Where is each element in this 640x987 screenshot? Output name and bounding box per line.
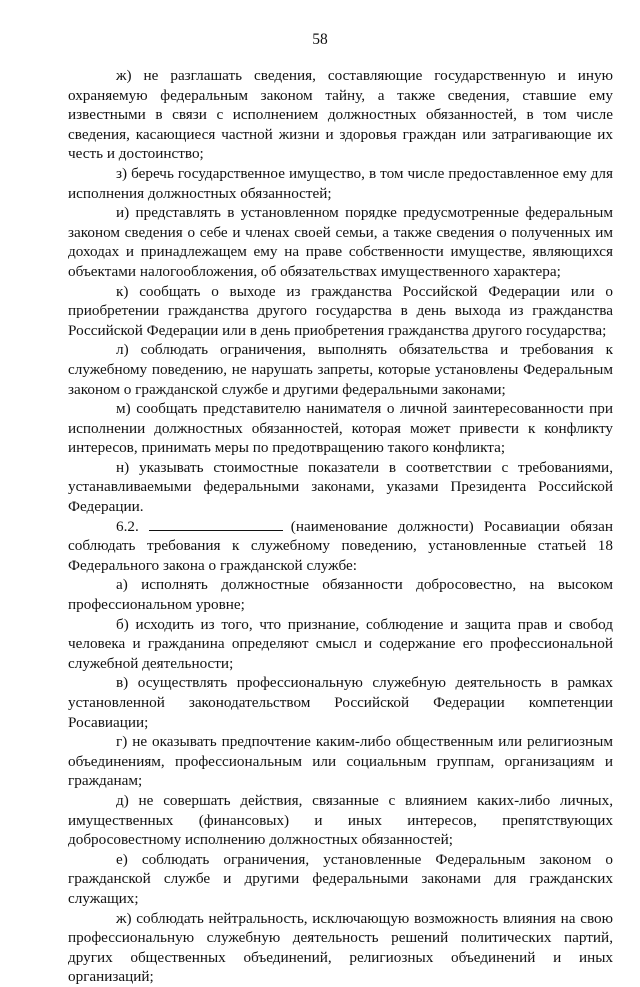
section-number: 6.2. bbox=[116, 517, 139, 535]
paragraph-a: а) исполнять должностные обязанности добросовестно, на высоком профессиональном уровне; bbox=[68, 576, 613, 614]
paragraph-m: м) сообщать представителю нанимателя о личной заинтересованности при исполнении должностных обязанностей, которая может привести к конфликту интересов, принимать меры по предотвращению такого конфликта; bbox=[68, 400, 613, 457]
paragraph-zh-2: ж) соблюдать нейтральность, исключающую возможность влияния на свою профессиональную служебную деятельность решений политических партий, других общественных объединений, религиозных объединений и иных организаций; bbox=[68, 909, 613, 986]
section-6-2 bbox=[68, 517, 613, 576]
paragraph-d: д) не совершать действия, связанные с влиянием каких-либо личных, имущественных (финансовых) и иных интересов, препятствующих добросовестному исполнению должностных обязанностей; bbox=[68, 791, 613, 849]
paragraph-k: к) сообщать о выходе из гражданства Российской Федерации или о приобретении гражданства другого государства в день выхода из гражданства Российской Федерации или в день приобретения гражданства другого государства; bbox=[68, 282, 613, 339]
section-text: (наименование должности) Росавиации обязан соблюдать требования к служебному поведению, установленные статьей 18 Федерального закона о гражданской службе: bbox=[68, 517, 613, 574]
paragraph-b: б) исходить из того, что признание, соблюдение и защита прав и свобод человека и гражданина определяют смысл и содержание его профессиональной служебной деятельности; bbox=[68, 615, 613, 672]
paragraph-v: в) осуществлять профессиональную служебную деятельность в рамках установленной законодательством Российской Федерации компетенции Росавиации; bbox=[68, 674, 613, 731]
paragraph-z: з) беречь государственное имущество, в том числе предоставленное ему для исполнения должностных обязанностей; bbox=[68, 164, 613, 202]
blank-line bbox=[149, 518, 283, 531]
paragraph-zh: ж) не разглашать сведения, составляющие государственную и иную охраняемую федеральным законом тайну, а также сведения, ставшие ему известными в связи с исполнением должностных обязанностей, в том числе сведения, касающиеся частной жизни и здоровья граждан или затрагивающие их честь и достоинство; bbox=[68, 67, 613, 163]
document-body bbox=[68, 66, 613, 987]
paragraph-e: е) соблюдать ограничения, установленные Федеральным законом о гражданской службе и другими федеральными законами для гражданских служащих; bbox=[68, 850, 613, 907]
page-number: 58 bbox=[312, 31, 328, 48]
paragraph-l: л) соблюдать ограничения, выполнять обязательства и требования к служебному поведению, не нарушать запреты, которые установлены Федеральным законом о гражданской службе и другими федеральными законами; bbox=[68, 341, 613, 398]
paragraph-i: и) представлять в установленном порядке предусмотренные федеральным законом сведения о себе и членах своей семьи, а также сведения о полученных им доходах и принадлежащем ему на праве собственности имуществе, являющихся объектами налогообложения, об обязательствах имущественного характера; bbox=[68, 204, 613, 280]
paragraph-n: н) указывать стоимостные показатели в соответствии с требованиями, устанавливаемыми федеральными законами, указами Президента Российской Федерации. bbox=[68, 458, 613, 516]
paragraph-g: г) не оказывать предпочтение каким-либо общественным или религиозным объединениям, профессиональным или социальным группам, организациям и гражданам; bbox=[68, 733, 613, 790]
